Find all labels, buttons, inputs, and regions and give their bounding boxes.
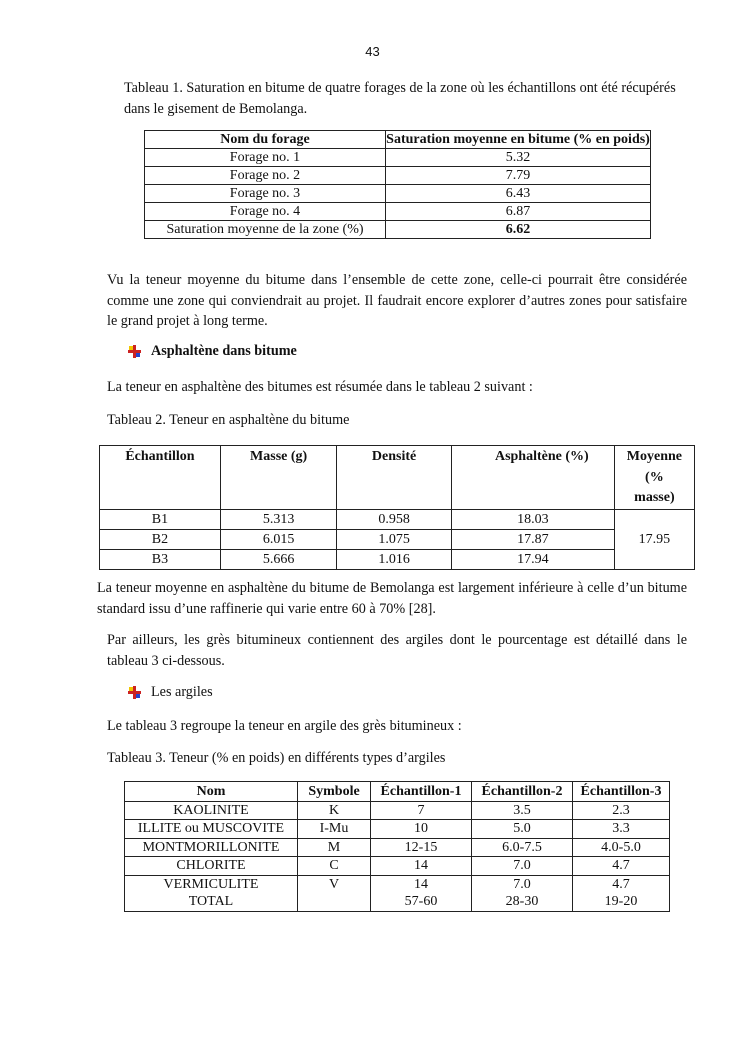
table-row xyxy=(125,801,670,820)
table-row xyxy=(100,549,695,569)
table1-cell: Forage no. 2 xyxy=(145,167,386,185)
table3-cell: V xyxy=(298,875,371,911)
table2-cell: 0.958 xyxy=(337,509,452,529)
table1-cell: Forage no. 1 xyxy=(145,149,386,167)
table3-total-value: 28-30 xyxy=(505,894,539,909)
table3-cell: I-Mu xyxy=(298,820,371,839)
table3-cell xyxy=(371,875,472,911)
table3-cell: K xyxy=(298,801,371,820)
table-row xyxy=(125,820,670,839)
table3-cell: M xyxy=(298,838,371,857)
table2-cell: 5.313 xyxy=(220,509,336,529)
table1 xyxy=(144,130,651,239)
section-heading-argiles: Les argiles xyxy=(151,684,213,700)
paragraph-argiles: Par ailleurs, les grès bitumineux contiennent des argiles dont le pourcentage est détaillé dans le tableau 3 ci-dessous. xyxy=(107,632,687,669)
table-row xyxy=(100,529,695,549)
table3-cell: 4.7 xyxy=(573,857,670,876)
table3-header: Symbole xyxy=(298,782,371,802)
table3-header: Échantillon-3 xyxy=(573,782,670,802)
table2-cell: B3 xyxy=(100,549,221,569)
table3-caption: Tableau 3. Teneur (% en poids) en différents types d’argiles xyxy=(107,750,446,766)
table-row xyxy=(145,203,651,221)
table2-header: Moyenne (% masse) xyxy=(614,446,694,510)
table3-vermiculite: VERMICULITE xyxy=(163,876,259,892)
table1-cell: Forage no. 4 xyxy=(145,203,386,221)
table-row xyxy=(145,185,651,203)
table3-cell xyxy=(125,875,298,911)
table3-header: Échantillon-1 xyxy=(371,782,472,802)
table2-average: 17.95 xyxy=(614,509,694,569)
table3-cell: 2.3 xyxy=(573,801,670,820)
table2-cell: 1.075 xyxy=(337,529,452,549)
table3-cell: ILLITE ou MUSCOVITE xyxy=(125,820,298,839)
table3-cell xyxy=(472,875,573,911)
table2-caption: Tableau 2. Teneur en asphaltène du bitume xyxy=(107,412,350,428)
table2-cell: 17.87 xyxy=(451,529,614,549)
table1-caption: Tableau 1. Saturation en bitume de quatre forages de la zone où les échantillons ont été récupérés dans le gisement de Bemolanga. xyxy=(124,80,676,117)
table2 xyxy=(99,445,695,570)
table3-total: TOTAL xyxy=(188,894,234,909)
table2-header: Masse (g) xyxy=(220,446,336,510)
table1-cell: 7.79 xyxy=(386,167,651,185)
table2-header: Échantillon xyxy=(100,446,221,510)
section-heading-asphaltene: Asphaltène dans bitume xyxy=(151,343,297,359)
table3-cell xyxy=(573,875,670,911)
table3-cell: 12-15 xyxy=(371,838,472,857)
table2-cell: 5.666 xyxy=(220,549,336,569)
table1-footer-label: Saturation moyenne de la zone (%) xyxy=(145,221,386,239)
table3-cell: KAOLINITE xyxy=(125,801,298,820)
table-row xyxy=(145,221,651,239)
table1-cell: Forage no. 3 xyxy=(145,185,386,203)
table2-cell: B1 xyxy=(100,509,221,529)
paragraph-asphaltene-intro: La teneur en asphaltène des bitumes est résumée dans le tableau 2 suivant : xyxy=(107,379,533,395)
table3-cell: 7.0 xyxy=(472,857,573,876)
table1-footer-value: 6.62 xyxy=(386,221,651,239)
table-row xyxy=(145,167,651,185)
table3-total-value: 57-60 xyxy=(404,894,438,909)
table-row xyxy=(100,509,695,529)
table-row xyxy=(125,857,670,876)
table3-value: 14 xyxy=(414,876,428,892)
table2-cell: 18.03 xyxy=(451,509,614,529)
table2-header: Densité xyxy=(337,446,452,510)
table1-cell: 6.87 xyxy=(386,203,651,221)
table1-cell: 5.32 xyxy=(386,149,651,167)
table3-total-value: 19-20 xyxy=(604,894,638,909)
table3-cell: 3.5 xyxy=(472,801,573,820)
paragraph-argiles-intro: Le tableau 3 regroupe la teneur en argile des grès bitumineux : xyxy=(107,718,462,734)
table2-header: Asphaltène (%) xyxy=(451,446,614,510)
table3-header: Échantillon-2 xyxy=(472,782,573,802)
table1-header-forage: Nom du forage xyxy=(145,131,386,149)
table3-cell: 5.0 xyxy=(472,820,573,839)
table3-cell: 10 xyxy=(371,820,472,839)
table3-cell: C xyxy=(298,857,371,876)
table3-cell: MONTMORILLONITE xyxy=(125,838,298,857)
table1-header-saturation: Saturation moyenne en bitume (% en poids) xyxy=(386,132,650,147)
table3-cell: CHLORITE xyxy=(125,857,298,876)
page-number: 43 xyxy=(365,44,380,59)
table3-value: 4.7 xyxy=(612,876,630,892)
table3-value: 7.0 xyxy=(513,876,531,892)
table3-cell: 14 xyxy=(371,857,472,876)
bullet-icon xyxy=(128,345,141,363)
table-row xyxy=(125,838,670,857)
table3-cell: 3.3 xyxy=(573,820,670,839)
table-row xyxy=(125,875,670,911)
table3-header: Nom xyxy=(125,782,298,802)
table2-cell: 1.016 xyxy=(337,549,452,569)
paragraph-asphaltene-comparison: La teneur moyenne en asphaltène du bitume de Bemolanga est largement inférieure à celle d’un bitume standard issu d’une raffinerie qui varie entre 60 à 70% [28]. xyxy=(97,580,687,617)
table-row xyxy=(145,149,651,167)
table3 xyxy=(124,781,670,912)
table2-cell: 17.94 xyxy=(451,549,614,569)
table3-cell: 6.0-7.5 xyxy=(472,838,573,857)
table1-cell: 6.43 xyxy=(386,185,651,203)
table3-cell: 7 xyxy=(371,801,472,820)
table2-cell: 6.015 xyxy=(220,529,336,549)
paragraph-zone: Vu la teneur moyenne du bitume dans l’ensemble de cette zone, celle-ci pourrait être considérée comme une zone qui conviendrait au projet. Il faudrait encore explorer d’autres zones pour satisfaire le grand projet à long terme. xyxy=(107,272,687,329)
table2-cell: B2 xyxy=(100,529,221,549)
table3-cell: 4.0-5.0 xyxy=(573,838,670,857)
bullet-icon xyxy=(128,686,141,704)
